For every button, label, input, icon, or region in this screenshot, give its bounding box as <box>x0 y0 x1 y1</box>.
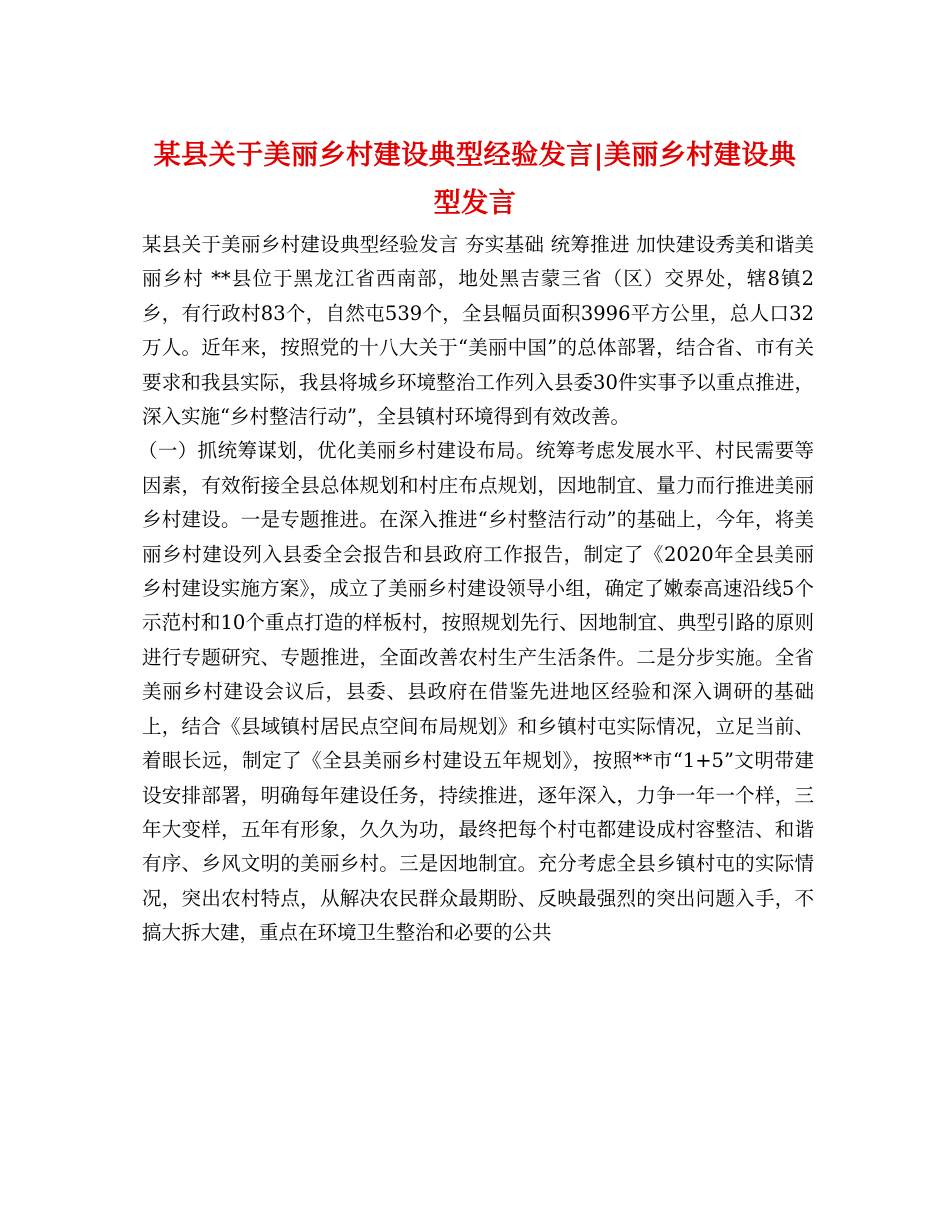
document-body <box>138 228 814 951</box>
document-title: 某县关于美丽乡村建设典型经验发言|美丽乡村建设典型发言 <box>153 140 797 219</box>
intro-paragraph: 某县关于美丽乡村建设典型经验发言 夯实基础 统筹推进 加快建设秀美和谐美丽乡村 **县位于黑龙江省西南部，地处黑吉蒙三省（区）交界处，辖8镇2乡，有行政村83个，自然屯539个，全县幅员面积3996平方公里，总人口32万人。近年来，按照党的十八大关于“美丽中国”的总体部署，结合省、市有关要求和我县实际，我县将城乡环境整治工作列入县委30件实事予以重点推进，深入实施“乡村整洁行动”，全县镇村环境得到有效改善。 <box>142 233 814 429</box>
section-one-paragraph: （一）抓统筹谋划，优化美丽乡村建设布局。统筹考虑发展水平、村民需要等因素，有效衔接全县总体规划和村庄布点规划，因地制宜、量力而行推进美丽乡村建设。一是专题推进。在深入推进“乡村整洁行动”的基础上，今年，将美丽乡村建设列入县委全会报告和县政府工作报告，制定了《2020年全县美丽乡村建设实施方案》，成立了美丽乡村建设领导小组，确定了嫩泰高速沿线5个示范村和10个重点打造的样板村，按照规划先行、因地制宜、典型引路的原则进行专题研究、专题推进，全面改善农村生产生活条件。二是分步实施。全省美丽乡村建设会议后，县委、县政府在借鉴先进地区经验和深入调研的基础上，结合《县域镇村居民点空间布局规划》和乡镇村屯实际情况，立足当前、着眼长远，制定了《全县美丽乡村建设五年规划》，按照**市“1+5”文明带建设安排部署，明确每年建设任务，持续推进，逐年深入，力争一年一个样，三年大变样，五年有形象，久久为功，最终把每个村屯都建设成村容整洁、和谐有序、乡风文明的美丽乡村。三是因地制宜。充分考虑全县乡镇村屯的实际情况，突出农村特点，从解决农民群众最期盼、反映最强烈的突出问题入手，不搞大拆大建，重点在环境卫生整治和必要的公共 <box>138 439 814 945</box>
